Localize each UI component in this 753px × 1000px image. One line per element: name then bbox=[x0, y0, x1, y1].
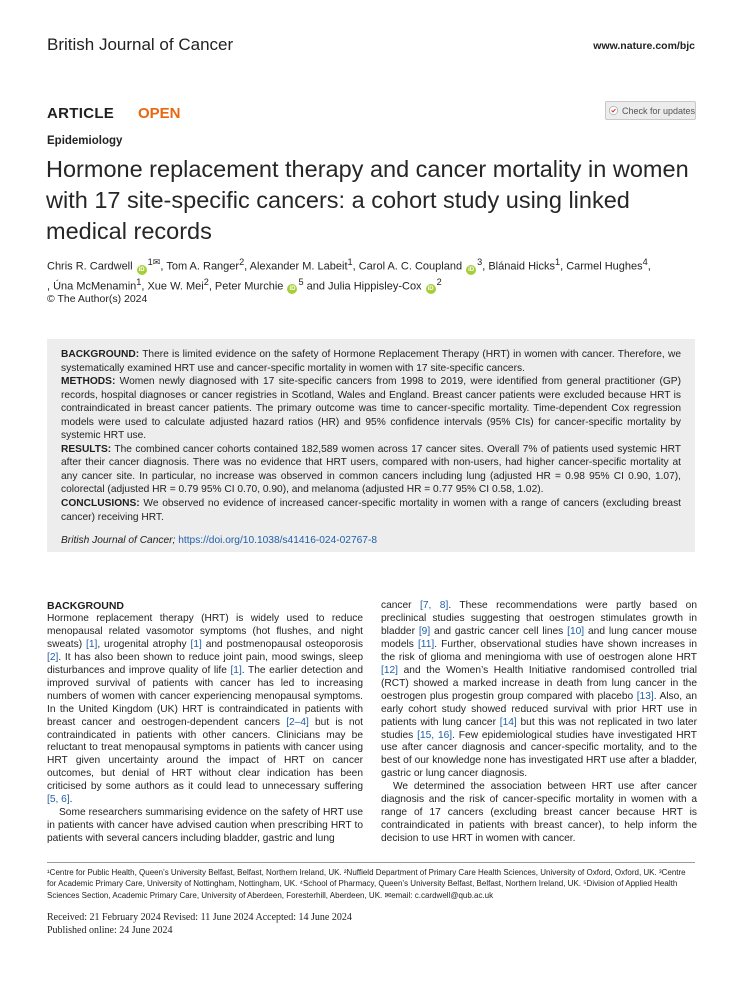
article-title: Hormone replacement therapy and cancer mortality in women with 17 site-specific cancers: a cohort study using linked medical records bbox=[46, 156, 689, 244]
body-text: . bbox=[69, 794, 73, 806]
orcid-icon[interactable]: iD bbox=[468, 266, 475, 273]
author-name[interactable]: Chris R. Cardwell bbox=[47, 260, 133, 273]
footnote-divider bbox=[47, 862, 695, 863]
reference-link[interactable]: [10] bbox=[567, 625, 585, 637]
author-affil: 1 bbox=[136, 276, 142, 287]
abstract-background bbox=[61, 348, 681, 375]
abstract-text: The combined cancer cohorts contained 182,589 women across 17 cancer sites. Overall 7% of patients used systemic HRT after their cancer diagnosis. There was no evidence that HRT users, compared with non-users, had higher cancer-specific mortality at any cancer site. In particular, no increase was observed in common cancers including lung (adjusted HR = 0.98 95% CI 0.90, 1.07), colorectal (adjusted HR = 0.79 95% CI 0.70, 0.90), and melanoma (adjusted HR = 0.77 95% CI 0.58, 1.02). bbox=[61, 443, 681, 496]
reference-link[interactable]: [15, 16] bbox=[417, 729, 453, 741]
author-list: Chris R. Cardwell $iD^{1✉}$, Tom A. Ranger$^2$, Alexander M. Labeit$^1$, Carol A. C. Coupland $iD^3$, Blánaid Hicks$^1$, Carmel Hughes$^4$, , Úna McMenamin$^1$, Xue W. Mei$^2$, Peter Murchie $iD^5$ and Julia Hippisley-Cox $iD^2$ bbox=[47, 257, 651, 293]
crossmark-icon bbox=[609, 104, 618, 117]
author-affil: 2 bbox=[239, 257, 245, 267]
body-text: but this was not replicated in two later studies bbox=[381, 716, 697, 741]
author-name[interactable]: , Alexander M. Labeit bbox=[244, 260, 348, 273]
check-for-updates-label: Check for updates bbox=[621, 105, 695, 116]
orcid-icon[interactable]: iD bbox=[289, 286, 296, 293]
journal-url[interactable]: www.nature.com/bjc bbox=[593, 40, 695, 52]
body-text: Hormone replacement therapy (HRT) is widely used to reduce menopausal related vasomotor symptoms (hot flushes, and night sweats) bbox=[47, 612, 363, 650]
body-paragraph: Some researchers summarising evidence on the safety of HRT use in patients with cancer have advised caution when prescribing HRT to patients with several cancers including bladder, gastric and lung bbox=[47, 807, 363, 845]
article-type: ARTICLE bbox=[47, 105, 115, 122]
author-affil: 1✉ bbox=[147, 257, 161, 267]
body-text: . These recommendations were partly based on preclinical studies suggesting that oestrogen stimulates growth in bladder bbox=[381, 600, 698, 637]
author-name[interactable]: , Peter Murchie bbox=[208, 280, 284, 293]
reference-link[interactable]: [9] bbox=[418, 625, 431, 637]
doi-link[interactable]: https://doi.org/10.1038/s41416-024-02767-8 bbox=[175, 535, 378, 547]
author-name[interactable]: and Julia Hippisley-Cox bbox=[303, 280, 422, 293]
body-text: but is not contraindicated in patients with other cancers. Clinicians may be reluctant to treat menopausal symptoms in patients with cancer using HRT given uncertainty around the impact of HRT on cancer outcomes, but denial of HRT without clear indication has been criticised by some authors as it could lead to unnecessary suffering bbox=[47, 716, 363, 793]
reference-link[interactable]: [5, 6] bbox=[47, 794, 70, 806]
abstract-label: RESULTS: bbox=[61, 443, 112, 455]
copyright-notice: © The Author(s) 2024 bbox=[47, 293, 148, 305]
open-access-badge: OPEN bbox=[138, 105, 181, 122]
received-revised-accepted: Received: 21 February 2024 Revised: 11 June 2024 Accepted: 14 June 2024 bbox=[47, 912, 352, 923]
abstract-label: BACKGROUND: bbox=[61, 349, 140, 360]
reference-link[interactable]: [1] bbox=[85, 638, 98, 650]
citation bbox=[61, 534, 681, 548]
author-affil: 1 bbox=[347, 257, 353, 267]
orcid-icon[interactable]: iD bbox=[427, 286, 434, 293]
author-name[interactable]: , Tom A. Ranger bbox=[160, 260, 240, 273]
body-text: . The earlier detection and improved survival of patients with cancer has led to increasing numbers of women with cancer experiencing menopausal symptoms. In the United Kingdom (UK) HRT is contraindicated in patients with breast cancer and oestrogen-dependent cancers bbox=[47, 664, 363, 728]
body-text: . Also, an early cohort study showed reduced survival with prior HRT use in patients with lung cancer bbox=[381, 690, 697, 728]
body-text: . Few epidemiological studies have investigated HRT use after cancer diagnosis and cancer-specific mortality, and to the best of our knowledge none has investigated HRT use after a bladder, gastric or lung cancer diagnosis. bbox=[381, 729, 697, 780]
abstract-conclusions bbox=[61, 497, 681, 524]
reference-link[interactable]: [2] bbox=[47, 651, 59, 663]
author-affil: 5 bbox=[298, 276, 304, 287]
author-name[interactable]: , Carol A. C. Coupland bbox=[352, 260, 463, 273]
orcid-icon[interactable]: iD bbox=[138, 266, 145, 273]
citation-journal: British Journal of Cancer; bbox=[61, 535, 176, 547]
body-text: and lung cancer mouse models bbox=[381, 625, 697, 650]
abstract-results bbox=[61, 443, 681, 497]
body-paragraph bbox=[381, 600, 697, 781]
body-text: . It has also been shown to reduce joint pain, mood swings, sleep disturbances and improve quality of life bbox=[47, 651, 363, 676]
author-affil: 3 bbox=[477, 257, 483, 267]
body-paragraph bbox=[47, 613, 363, 807]
reference-link[interactable]: [2–4] bbox=[286, 716, 309, 728]
reference-link[interactable]: [1] bbox=[230, 664, 242, 676]
author-name[interactable]: , Xue W. Mei bbox=[141, 280, 204, 293]
body-paragraph: We determined the association between HRT use after cancer diagnosis and the risk of cancer-specific mortality in women with a range of 17 cancers (excluding breast cancer because HRT is contraindicated in patients with breast cancer), to help inform the decision to use HRT in women with cancer. bbox=[381, 781, 697, 845]
journal-name: British Journal of Cancer bbox=[47, 35, 234, 54]
abstract-text: Women newly diagnosed with 17 site-specific cancers from 1998 to 2019, were identified from general practitioner (GP) records, hospital diagnoses or cancer registries in Scotland, Wales and England. Breast cancer patients were excluded because HRT is contraindicated in breast cancer patients. The primary outcome was time to cancer-specific mortality. Time-dependent Cox regression models were used to calculate adjusted hazard ratios (HR) and 95% confidence intervals (95% CIs) for cancer-specific mortality by systemic HRT use. bbox=[61, 376, 681, 442]
author-affil: 2 bbox=[203, 276, 209, 287]
body-column-right bbox=[381, 600, 697, 846]
reference-link[interactable]: [1] bbox=[190, 638, 202, 650]
reference-link[interactable]: [14] bbox=[499, 716, 517, 728]
abstract-text: There is limited evidence on the safety of Hormone Replacement Therapy (HRT) in women with cancer. Therefore, we systematically examined HRT use and cancer-specific mortality in women with 17 site-specific cancers. bbox=[61, 349, 681, 374]
author-affil: 1 bbox=[554, 257, 561, 267]
reference-link[interactable]: [7, 8] bbox=[420, 600, 449, 611]
abstract-methods bbox=[61, 375, 681, 443]
body-text: , urogenital atrophy bbox=[97, 638, 191, 650]
published-online: Published online: 24 June 2024 bbox=[47, 925, 173, 936]
body-column-left bbox=[47, 600, 363, 846]
author-affil: 4 bbox=[642, 257, 648, 267]
body-text: and gastric cancer cell lines bbox=[430, 625, 568, 637]
author-affil: 2 bbox=[436, 276, 442, 287]
subject-category: Epidemiology bbox=[47, 135, 123, 147]
body-text: and postmenopausal osteoporosis bbox=[201, 638, 364, 650]
reference-link[interactable]: [13] bbox=[636, 690, 654, 702]
check-for-updates-button[interactable] bbox=[605, 101, 696, 120]
author-name[interactable]: , Blánaid Hicks bbox=[482, 260, 555, 273]
section-heading: BACKGROUND bbox=[47, 600, 124, 612]
abstract-label: CONCLUSIONS: bbox=[61, 498, 140, 510]
publication-dates bbox=[47, 911, 352, 937]
body-text: . Further, observational studies have shown increases in the risk of glioma and meningioma with use of oestrogen alone HRT bbox=[381, 638, 697, 663]
reference-link[interactable]: [12] bbox=[381, 664, 398, 676]
body-text: cancer bbox=[381, 600, 421, 611]
author-name[interactable]: , Úna McMenamin bbox=[47, 280, 137, 293]
abstract-label: METHODS: bbox=[61, 376, 116, 388]
body-text: and the Women’s Health Initiative randomised controlled trial (RCT) showed a marked increase in death from lung cancer in the oestrogen plus progestin group compared with placebo bbox=[381, 664, 697, 702]
abstract-text: We observed no evidence of increased cancer-specific mortality in women with a range of cancers (excluding breast cancer) receiving HRT. bbox=[61, 498, 681, 523]
author-name[interactable]: , Carmel Hughes bbox=[560, 260, 643, 273]
reference-link[interactable]: [11] bbox=[417, 638, 435, 650]
abstract-box bbox=[47, 339, 695, 552]
affiliations: ¹Centre for Public Health, Queen’s University Belfast, Belfast, Northern Ireland, UK. ²Nuffield Department of Primary Care Health Sciences, University of Oxford, Oxford, UK. ³Centre for Academic Primary Care, University of Nottingham, Nottingham, UK. ⁴School of Pharmacy, Queen’s University Belfast, Belfast, Northern Ireland, UK. ⁵Division of Applied Health Sciences Section, Academic Primary Care, University of Aberdeen, Foresterhill, Aberdeen, UK. ✉email: c.cardwell@qub.ac.uk bbox=[47, 868, 686, 900]
